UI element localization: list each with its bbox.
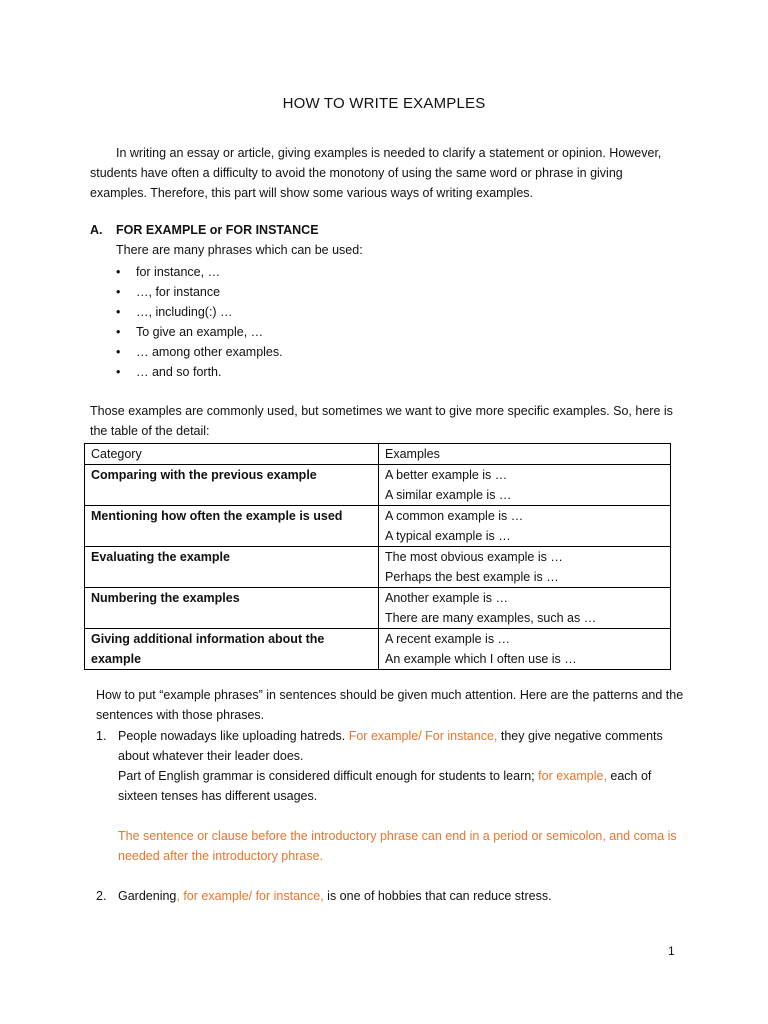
column-header-examples: Examples	[379, 444, 671, 465]
bullet-icon: •	[116, 305, 121, 319]
bullet-icon: •	[116, 365, 121, 379]
item-number: 1.	[96, 729, 107, 743]
bullet-icon: •	[116, 265, 121, 279]
list-item: • … and so forth.	[116, 362, 283, 382]
examples-cell: A better example is … A similar example is …	[379, 465, 671, 506]
patterns-intro-paragraph: How to put “example phrases” in sentences should be given much attention. Here are the patterns and the sentences with those phrases.	[96, 688, 684, 722]
intro-paragraph: In writing an essay or article, giving examples is needed to clarify a statement or opinion. However, students have often a difficulty to avoid the monotony of using the same word or phrase in giving examples. Therefore, this part will show some various ways of writing examples.	[90, 146, 662, 200]
category-cell: Comparing with the previous example	[85, 465, 379, 506]
introductory-phrase: for example,	[538, 769, 607, 783]
phrase-bullet-list	[116, 262, 283, 382]
section-a-number: A.	[90, 223, 103, 237]
examples-cell: The most obvious example is … Perhaps the best example is …	[379, 547, 671, 588]
pattern-item-1	[96, 726, 686, 866]
category-cell: Giving additional information about the example	[85, 629, 379, 670]
list-item: • To give an example, …	[116, 322, 283, 342]
examples-cell: A common example is … A typical example is …	[379, 506, 671, 547]
table-row	[85, 588, 671, 629]
table-intro-paragraph: Those examples are commonly used, but sometimes we want to give more specific examples. So, here is the table of the detail:	[90, 404, 673, 438]
table-row	[85, 629, 671, 670]
item-number: 2.	[96, 889, 107, 903]
patterns-list	[96, 726, 686, 906]
table-row	[85, 506, 671, 547]
bullet-icon: •	[116, 325, 121, 339]
category-cell: Numbering the examples	[85, 588, 379, 629]
introductory-phrase: for example/ for instance,	[179, 889, 324, 903]
table-header-row	[85, 444, 671, 465]
example-phrases-table	[84, 443, 671, 670]
pattern-sentence-3: Gardening, for example/ for instance, is one of hobbies that can reduce stress.	[118, 889, 552, 903]
list-item: • for instance, …	[116, 262, 283, 282]
section-a-title: FOR EXAMPLE or FOR INSTANCE	[116, 223, 319, 237]
column-header-category: Category	[85, 444, 379, 465]
pattern-sentence-2: Part of English grammar is considered difficult enough for students to learn; for example, each of sixteen tenses has different usages.	[118, 769, 652, 803]
page-number: 1	[668, 944, 675, 958]
list-item: • …, for instance	[116, 282, 283, 302]
examples-cell: A recent example is … An example which I often use is …	[379, 629, 671, 670]
list-item: • …, including(:) …	[116, 302, 283, 322]
category-cell: Mentioning how often the example is used	[85, 506, 379, 547]
section-a-intro: There are many phrases which can be used:	[116, 243, 363, 257]
page-title: HOW TO WRITE EXAMPLES	[282, 95, 486, 112]
bullet-icon: •	[116, 345, 121, 359]
table-row	[85, 465, 671, 506]
punctuation-note: The sentence or clause before the introductory phrase can end in a period or semicolon, and coma is needed after the introductory phrase.	[118, 829, 677, 863]
pattern-sentence-1: People nowadays like uploading hatreds. For example/ For instance, they give negative comments about whatever their leader does.	[118, 729, 663, 763]
examples-cell: Another example is … There are many examples, such as …	[379, 588, 671, 629]
table-row	[85, 547, 671, 588]
category-cell: Evaluating the example	[85, 547, 379, 588]
list-item: • … among other examples.	[116, 342, 283, 362]
pattern-item-2	[96, 886, 686, 906]
bullet-icon: •	[116, 285, 121, 299]
section-a-heading	[90, 223, 319, 237]
introductory-phrase: For example/ For instance,	[348, 729, 498, 743]
